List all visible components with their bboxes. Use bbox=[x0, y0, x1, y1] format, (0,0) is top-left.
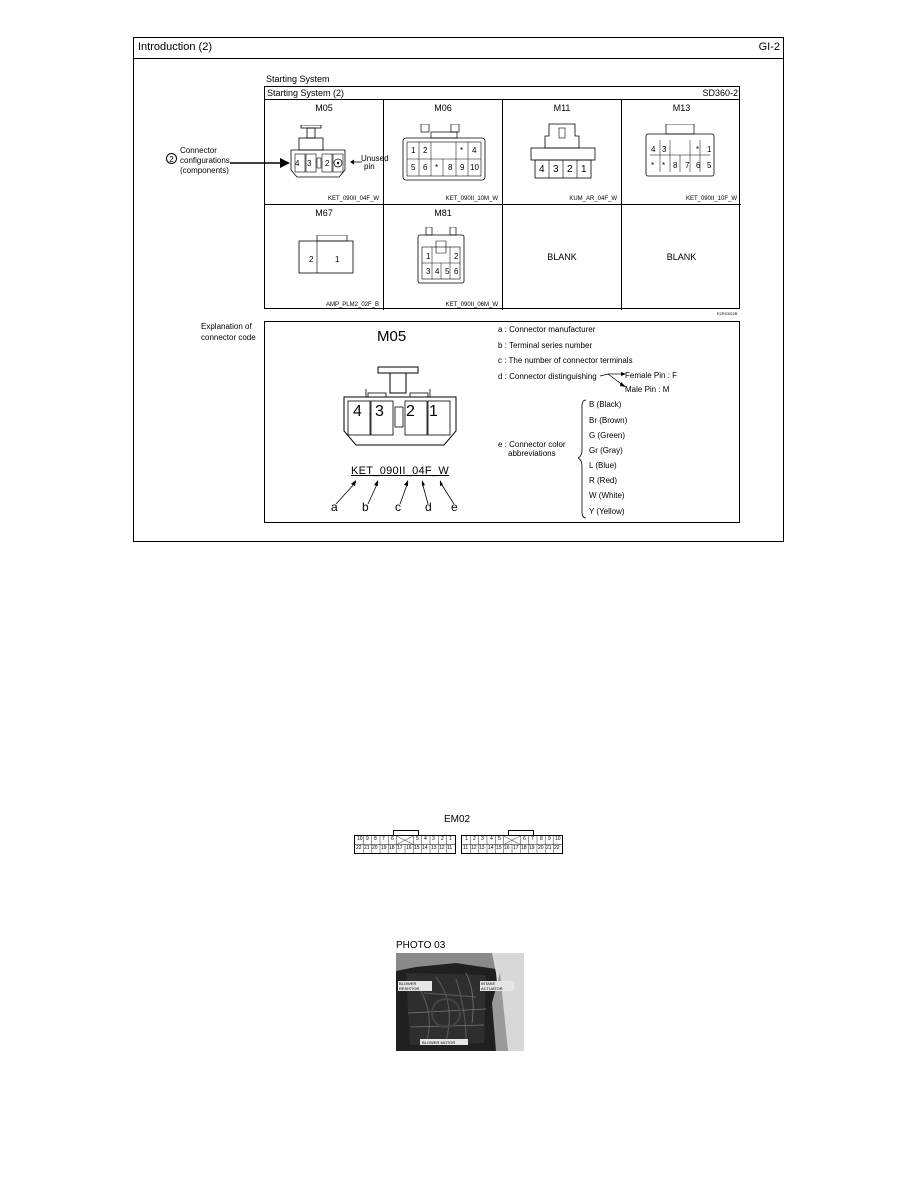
em02-pin: 20 bbox=[538, 845, 544, 851]
connector-cell-m13 bbox=[622, 100, 741, 205]
explanation-pin: 2 bbox=[406, 403, 415, 420]
pin-label: 5 bbox=[445, 267, 450, 276]
em02-pin: 7 bbox=[531, 836, 534, 842]
pin-label: 2 bbox=[567, 164, 573, 175]
em02-pin: 8 bbox=[374, 836, 377, 842]
em02-pin: 3 bbox=[432, 836, 435, 842]
em02-pin: 8 bbox=[540, 836, 543, 842]
connector-cell-m06 bbox=[384, 100, 503, 205]
connector-title: M81 bbox=[434, 208, 452, 218]
connector-title: M13 bbox=[672, 103, 691, 113]
code-letter-b: b bbox=[362, 500, 369, 514]
pin-label: 8 bbox=[448, 163, 453, 172]
connector-grid bbox=[264, 99, 740, 309]
pin-label: 6 bbox=[423, 163, 428, 172]
connector-m05-drawing bbox=[287, 125, 349, 187]
explanation-pin: 1 bbox=[429, 403, 438, 420]
blank-label: BLANK bbox=[666, 252, 697, 262]
section-label: Starting System bbox=[266, 74, 330, 84]
em02-pin: 5 bbox=[498, 836, 501, 842]
em02-pin: 11 bbox=[447, 845, 453, 851]
explanation-label-line2: connector code bbox=[201, 333, 256, 342]
em02-pin: 2 bbox=[473, 836, 476, 842]
em02-pin: 10 bbox=[357, 836, 363, 842]
pin-label: 4 bbox=[472, 146, 477, 155]
pin-label: * bbox=[460, 146, 464, 155]
pin-label: * bbox=[651, 161, 655, 170]
pin-label: 7 bbox=[685, 161, 690, 170]
color-abbrev: B (Black) bbox=[589, 400, 622, 409]
color-abbrev: R (Red) bbox=[589, 476, 618, 485]
connector-code: KUM_AR_04F_W bbox=[569, 196, 617, 202]
pin-label: 1 bbox=[426, 252, 431, 261]
pin-label: 8 bbox=[673, 161, 678, 170]
em02-pin: 1 bbox=[465, 836, 468, 842]
legend-e-line1: e : Connector color bbox=[498, 440, 566, 449]
pin-label: 2 bbox=[309, 255, 314, 264]
legend-c: c : The number of connector terminals bbox=[498, 356, 633, 365]
em02-pin: 17 bbox=[397, 845, 403, 851]
connector-title: M11 bbox=[553, 103, 571, 113]
connector-code: KET_090II_10F_W bbox=[685, 196, 737, 202]
photo-label-blower-motor: BLOWER MOTOR bbox=[422, 1040, 456, 1045]
em02-pin: 14 bbox=[422, 845, 428, 851]
connector-cell-m11 bbox=[503, 100, 622, 205]
em02-pin: 14 bbox=[488, 845, 494, 851]
color-abbrev: W (White) bbox=[589, 491, 625, 500]
figure-id: E2RG002B bbox=[717, 311, 738, 316]
em02-pin: 4 bbox=[424, 836, 427, 842]
em02-pin: 2 bbox=[441, 836, 444, 842]
pin-label: * bbox=[662, 161, 666, 170]
photo-label-intake-actuator: INTAKE ACTUATOR bbox=[481, 981, 503, 991]
pin-label: 4 bbox=[539, 164, 545, 175]
em02-pin: 18 bbox=[389, 845, 395, 851]
color-abbrev: Gr (Gray) bbox=[589, 446, 623, 455]
pin-label: * bbox=[435, 163, 439, 172]
em02-pin: 9 bbox=[366, 836, 369, 842]
pin-label: 5 bbox=[707, 161, 712, 170]
unused-pin-line1: Unused bbox=[361, 154, 389, 163]
pin-label: 3 bbox=[662, 145, 667, 154]
legend-e-line2: abbreviations bbox=[508, 449, 556, 458]
em02-pin: 3 bbox=[481, 836, 484, 842]
page-code: GI-2 bbox=[758, 41, 780, 53]
em02-pin: 6 bbox=[523, 836, 526, 842]
em02-pin: 4 bbox=[490, 836, 493, 842]
section-box-code: SD360-2 bbox=[702, 88, 738, 98]
pin-label: 4 bbox=[295, 159, 300, 168]
connector-m81-drawing bbox=[416, 227, 466, 285]
em02-pin: 17 bbox=[513, 845, 519, 851]
em02-pin: 6 bbox=[391, 836, 394, 842]
em02-pin: 22 bbox=[554, 845, 560, 851]
connector-title: M67 bbox=[315, 208, 333, 218]
callout-arrow bbox=[230, 158, 290, 168]
pin-label: 6 bbox=[454, 267, 459, 276]
explanation-pin: 3 bbox=[375, 403, 384, 420]
pin-label: 6 bbox=[696, 161, 701, 170]
em02-pin: 21 bbox=[546, 845, 552, 851]
page-header bbox=[133, 37, 784, 59]
em02-right-connector bbox=[461, 835, 563, 854]
connector-title: M06 bbox=[434, 103, 452, 113]
color-brace bbox=[578, 398, 588, 520]
explanation-connector-name: M05 bbox=[377, 328, 407, 345]
em02-pin: 22 bbox=[356, 845, 362, 851]
connector-code: KET_090II_04F_W bbox=[327, 196, 379, 202]
callout-line3: (components) bbox=[180, 166, 229, 175]
pin-label: * bbox=[696, 145, 700, 154]
code-letter-c: c bbox=[395, 500, 401, 514]
connector-title: M05 bbox=[315, 103, 333, 113]
callout-line2: configurations bbox=[180, 156, 230, 165]
em02-pin: 10 bbox=[555, 836, 561, 842]
connector-cell-m81 bbox=[384, 205, 503, 310]
pin-label: 2 bbox=[423, 146, 428, 155]
unused-pin-line2: pin bbox=[364, 162, 375, 171]
connector-cell-blank bbox=[622, 205, 741, 310]
em02-pin: 21 bbox=[364, 845, 370, 851]
connector-code: KET_090II_10M_W bbox=[445, 196, 498, 202]
em02-pin: 12 bbox=[439, 845, 445, 851]
legend-female-pin: Female Pin : F bbox=[625, 371, 678, 380]
pin-label: 3 bbox=[307, 159, 312, 168]
code-letter-d: d bbox=[425, 500, 432, 514]
legend-male-pin: Male Pin : M bbox=[625, 385, 670, 394]
pin-label: 5 bbox=[411, 163, 416, 172]
photo-image bbox=[396, 953, 524, 1051]
color-abbrev: Y (Yellow) bbox=[589, 507, 625, 516]
color-abbrev: G (Green) bbox=[589, 431, 626, 440]
em02-pin: 19 bbox=[529, 845, 535, 851]
pin-type-arrows bbox=[600, 370, 626, 390]
em02-pin: 1 bbox=[449, 836, 452, 842]
explanation-connector-code: KET_090II_04F_W bbox=[351, 465, 450, 477]
em02-left-connector bbox=[354, 835, 456, 854]
em02-pin: 13 bbox=[431, 845, 437, 851]
connector-code: KET_090II_06M_W bbox=[445, 302, 498, 308]
explanation-pin: 4 bbox=[353, 403, 362, 420]
callout-line1: Connector bbox=[180, 146, 217, 155]
page-title: Introduction (2) bbox=[138, 41, 212, 53]
color-abbrev: L (Blue) bbox=[589, 461, 617, 470]
em02-pin: 12 bbox=[471, 845, 477, 851]
callout-number-badge: 2 bbox=[166, 153, 177, 164]
em02-pin: 16 bbox=[504, 845, 510, 851]
em02-pin: 15 bbox=[414, 845, 420, 851]
em02-pin: 20 bbox=[372, 845, 378, 851]
em02-pin: 9 bbox=[548, 836, 551, 842]
code-letter-a: a bbox=[331, 500, 338, 514]
connector-code: AMP_PLM2_02F_B bbox=[325, 302, 379, 308]
color-abbrev: Br (Brown) bbox=[589, 416, 628, 425]
em02-title: EM02 bbox=[444, 814, 471, 825]
pin-label: 10 bbox=[470, 163, 479, 172]
connector-cell-blank bbox=[503, 205, 622, 310]
photo-title: PHOTO 03 bbox=[396, 940, 446, 951]
em02-pin: 16 bbox=[406, 845, 412, 851]
pin-label: 2 bbox=[454, 252, 459, 261]
em02-pin: 19 bbox=[381, 845, 387, 851]
em02-pin: 11 bbox=[463, 845, 469, 851]
photo-scene bbox=[396, 953, 524, 1051]
legend-b: b : Terminal series number bbox=[498, 341, 593, 350]
photo-label-blower-resistor: BLOWER RESISTOR bbox=[399, 981, 420, 991]
em02-pin: 5 bbox=[416, 836, 419, 842]
explanation-label-line1: Explanation of bbox=[201, 322, 252, 331]
pin-label: 2 bbox=[325, 159, 330, 168]
connector-m67-drawing bbox=[297, 235, 355, 275]
pin-label: 4 bbox=[435, 267, 440, 276]
connector-cell-m05 bbox=[265, 100, 384, 205]
blank-label: BLANK bbox=[547, 252, 577, 262]
legend-a: a : Connector manufacturer bbox=[498, 325, 596, 334]
pin-label: 3 bbox=[426, 267, 431, 276]
pin-label: 1 bbox=[411, 146, 416, 155]
pin-label: 3 bbox=[553, 164, 559, 175]
section-box-title: Starting System (2) bbox=[267, 88, 345, 98]
em02-pin: 7 bbox=[382, 836, 385, 842]
pin-label: 1 bbox=[581, 164, 587, 175]
em02-pin: 18 bbox=[521, 845, 527, 851]
pin-label: 4 bbox=[651, 145, 656, 154]
code-letter-e: e bbox=[451, 500, 458, 514]
legend-d: d : Connector distinguishing bbox=[498, 372, 597, 381]
pin-label: 1 bbox=[335, 255, 340, 264]
pin-label: 1 bbox=[707, 145, 712, 154]
pin-label: 9 bbox=[460, 163, 465, 172]
connector-cell-m67 bbox=[265, 205, 384, 310]
em02-pin: 15 bbox=[496, 845, 502, 851]
em02-pin: 13 bbox=[479, 845, 485, 851]
